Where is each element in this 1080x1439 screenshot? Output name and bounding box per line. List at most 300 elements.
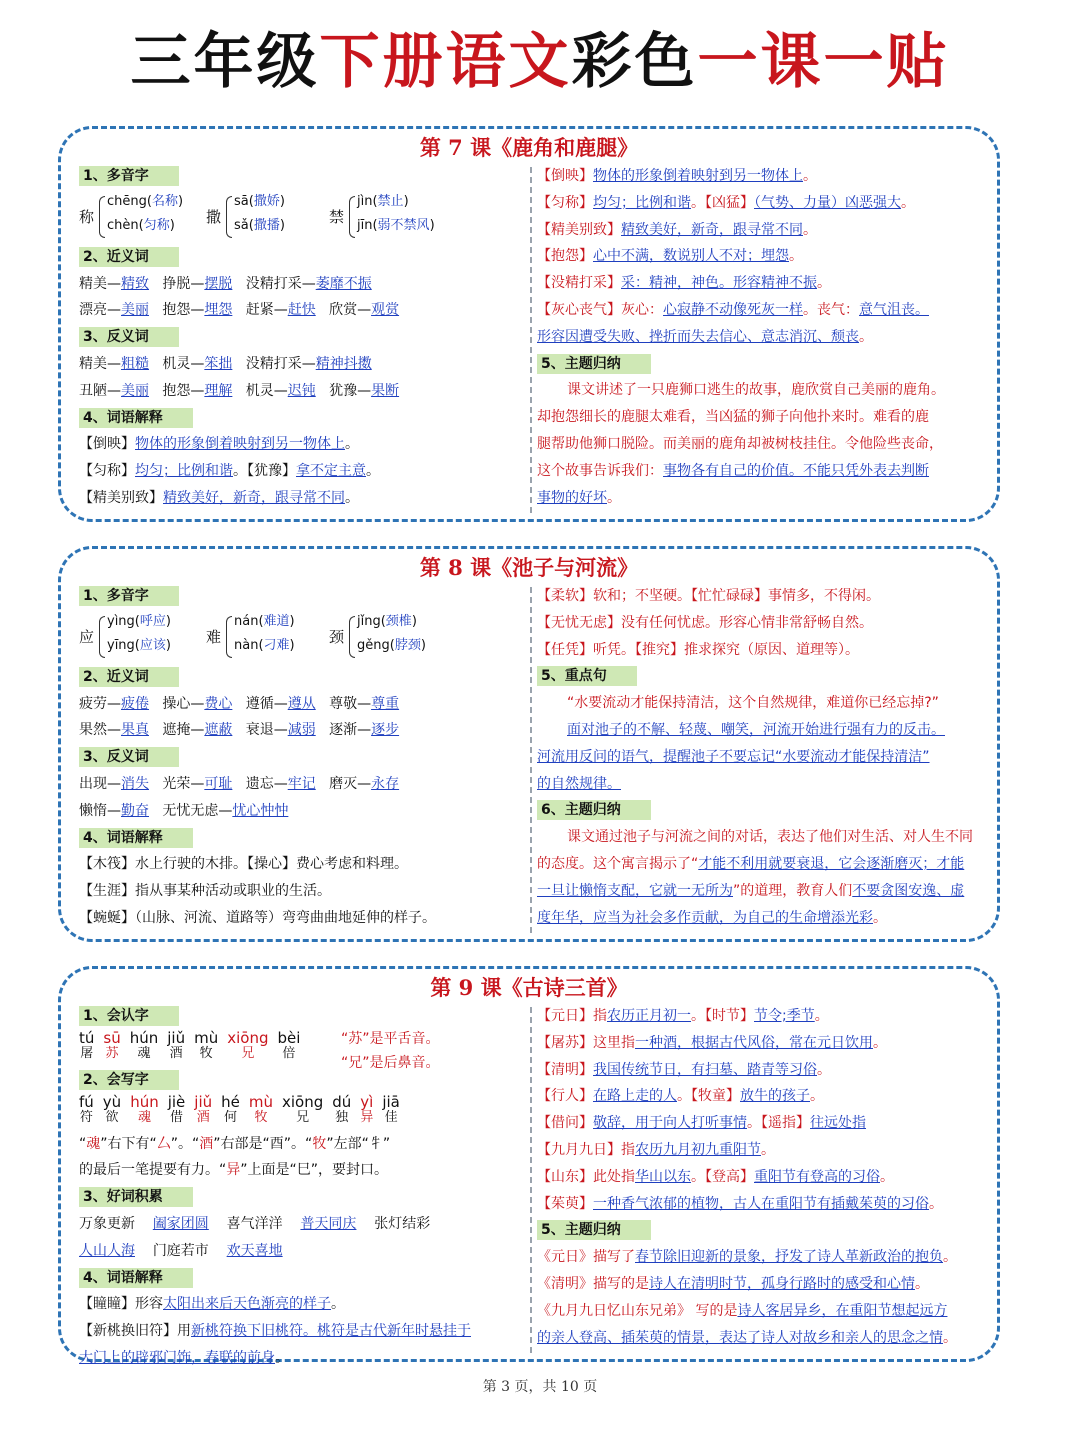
prompt-word: 果然— <box>79 722 121 739</box>
reading: jīn(弱不禁风) <box>357 217 435 233</box>
definition: 华山以东 <box>635 1168 691 1185</box>
definition-line <box>79 431 524 458</box>
theme-text: 课文讲述了一只鹿狮口逃生的故事，鹿欣赏自己美丽的鹿角。 <box>567 382 945 399</box>
antonym-row <box>79 771 524 798</box>
prompt-word: 挣脱— <box>162 275 205 292</box>
definition-line: 【木筏】水上行驶的木排。【操心】费心考虑和料理。 <box>79 856 408 873</box>
definition: 心中不满，数说别人不对；埋怨 <box>593 248 789 265</box>
right-column <box>537 583 981 931</box>
column-divider <box>530 587 532 933</box>
prompt-word: 衰退— <box>245 722 288 739</box>
reading: sā(撒娇) <box>234 193 285 209</box>
term: 。【牧童】 <box>677 1088 740 1105</box>
answer-word: 永存 <box>371 775 400 792</box>
answer-word: 果断 <box>371 382 400 399</box>
hanzi: 何 <box>224 1109 238 1125</box>
answer-word: 埋怨 <box>204 302 233 319</box>
pinyin: yì <box>360 1092 374 1111</box>
synonym-row <box>79 691 524 718</box>
definition: 一种酒，根据古代风俗，常在元日饮用 <box>635 1034 873 1051</box>
definition: （气势、力量）凶恶强大 <box>754 194 901 211</box>
prompt-word: 没精打采— <box>245 355 316 372</box>
section-heading: 4、词语解释 <box>79 408 193 428</box>
pinyin: xiōng <box>227 1028 269 1047</box>
antonym-row <box>79 798 524 825</box>
term: 【九月九日】指 <box>537 1141 635 1158</box>
definition-line <box>537 1030 981 1057</box>
answer-word: 牢记 <box>287 775 316 792</box>
pinyin: jìn <box>357 193 373 209</box>
definition-line <box>79 458 524 485</box>
answer-word: 果真 <box>121 722 149 739</box>
definition-line <box>537 217 981 244</box>
definition: 农历正月初一 <box>607 1008 691 1024</box>
char-cell <box>332 1094 351 1126</box>
section-heading: 1、会认字 <box>79 1006 179 1026</box>
term: 。 <box>345 436 359 453</box>
example-word: 弱不禁风 <box>377 217 430 233</box>
good-words-row: 人山人海 门庭若市 欢天喜地 <box>79 1242 283 1259</box>
answer-word: 勤奋 <box>121 802 149 819</box>
answer-word: 迟钝 <box>287 382 316 399</box>
section-heading: 6、主题归纳 <box>537 800 651 820</box>
definition: 一种香气浓郁的植物，古人在重阳节有插戴茱萸的习俗 <box>593 1195 929 1212</box>
answer-word: 可耻 <box>204 775 233 792</box>
polyphone-char: 禁 <box>329 207 345 226</box>
section-heading: 2、近义词 <box>79 247 179 267</box>
lesson-title: 第 7 课《鹿角和鹿腿》 <box>419 135 639 160</box>
definition: 均匀；比例和谐 <box>135 463 233 480</box>
definition-line <box>537 1110 981 1137</box>
recognize-chars <box>79 1028 524 1071</box>
brace <box>226 196 232 238</box>
answer-word: 美丽 <box>121 382 149 399</box>
char-cell <box>79 1030 94 1062</box>
prompt-word: 抱怨— <box>162 302 205 319</box>
reading: yìng(呼应) <box>107 613 171 629</box>
pinyin: chēng <box>107 193 147 209</box>
char-cell <box>194 1094 212 1126</box>
pinyin: jiè <box>167 1092 186 1111</box>
section-heading: 1、多音字 <box>79 166 179 186</box>
prompt-word: 抱怨— <box>162 382 205 399</box>
reading: jìn(禁止) <box>357 193 409 209</box>
pinyin: bèi <box>277 1028 301 1047</box>
term: 。 <box>880 1168 894 1185</box>
polyphone-char: 撒 <box>206 207 222 226</box>
prompt-word: 遮掩— <box>162 722 205 739</box>
example-word: 撒娇 <box>253 193 280 209</box>
term: 。 <box>814 1008 829 1024</box>
char-cell <box>130 1030 159 1062</box>
prompt-word: 遵循— <box>245 695 288 712</box>
prompt-word: 机灵— <box>245 382 288 399</box>
term: 【匀称】 <box>537 194 593 211</box>
definition-line <box>537 324 981 351</box>
hanzi: 牧 <box>199 1045 213 1061</box>
definition: 拿不定主意 <box>296 463 366 480</box>
prompt-word: 精美— <box>79 275 121 292</box>
lesson-title: 第 8 课《池子与河流》 <box>419 555 639 580</box>
hanzi: 独 <box>335 1109 349 1125</box>
answer-word: 赶快 <box>287 302 316 319</box>
pinyin: yīng <box>107 637 135 653</box>
answer-word: 观赏 <box>371 302 400 319</box>
answer-word: 美丽 <box>121 302 149 319</box>
definition: 物体的形象倒着映射到另一物体上 <box>593 168 803 184</box>
term: 【倒映】 <box>537 168 593 184</box>
term: 。 <box>817 1061 831 1078</box>
term: 。 <box>789 248 803 265</box>
term: 。【犹豫】 <box>233 463 296 480</box>
reading: gěng(脖颈) <box>357 637 426 653</box>
definition: 重阳节有登高的习俗 <box>754 1168 880 1185</box>
note: “苏”是平舌音。 <box>341 1030 440 1047</box>
lesson-9-card <box>58 966 1000 1366</box>
synonym-row <box>79 271 524 298</box>
definition-line <box>537 190 981 217</box>
prompt-word: 逐渐— <box>329 722 372 739</box>
polyphone-char: 颈 <box>329 627 345 646</box>
pinyin: hé <box>221 1092 240 1111</box>
term: 【匀称】 <box>79 463 135 480</box>
term: 【山东】此处指 <box>537 1168 635 1185</box>
hanzi: 魂 <box>137 1109 151 1125</box>
pinyin: hún <box>130 1092 159 1111</box>
pinyin: sǎ <box>234 217 249 233</box>
pinyin: jǐng <box>357 613 381 629</box>
prompt-word: 精美— <box>79 355 121 372</box>
char-cell <box>167 1030 185 1062</box>
definition: 农历九月初九重阳节 <box>635 1141 761 1158</box>
section-heading: 4、词语解释 <box>79 1268 193 1288</box>
hanzi: 倍 <box>282 1045 296 1061</box>
definition-line <box>537 1057 981 1084</box>
term: 【屠苏】这里指 <box>537 1034 635 1051</box>
section-heading: 5、主题归纳 <box>537 1220 651 1240</box>
theme-text: 的亲人登高、插茱萸的情景，表达了诗人对故乡和亲人的思念之情。 <box>537 1329 957 1346</box>
pinyin: fú <box>79 1092 94 1111</box>
theme-text: 一旦让懒惰支配，它就一无所为”的道理，教育人们不要贪图安逸、虚 <box>537 882 965 899</box>
answer-word: 精致 <box>121 275 149 292</box>
column-divider <box>530 1007 532 1353</box>
answer-word: 费心 <box>204 695 233 712</box>
reading: jǐng(颈椎) <box>357 613 417 629</box>
brace <box>349 196 355 238</box>
theme-text: 度年华，应当为社会多作贡献，为自己的生命增添光彩。 <box>537 909 887 926</box>
definition-line <box>537 163 981 190</box>
antonym-row <box>79 378 524 405</box>
pinyin: jīn <box>357 217 373 233</box>
char-cell <box>168 1094 186 1126</box>
theme-text: 事物的好坏。 <box>537 489 621 506</box>
prompt-word: 出现— <box>79 775 121 792</box>
term: 【灰心丧气】灰心： <box>537 301 663 318</box>
polyphone-group <box>79 610 524 664</box>
key-sentence: “水要流动才能保持清洁，这个自然规律，难道你已经忘掉?” <box>567 695 939 712</box>
pinyin: sū <box>103 1028 121 1047</box>
definition-line: 【生涯】指从事某种活动或职业的生活。 <box>79 883 331 900</box>
key-sentence: 面对池子的不解、轻蔑、嘲笑，河流开始进行强有力的反击。 <box>567 721 945 738</box>
pinyin: mù <box>248 1092 274 1111</box>
answer-word: 尊重 <box>371 695 400 712</box>
lesson-8-card <box>58 546 1000 942</box>
definition-line: 【任凭】听凭。【推究】推求探究（原因、道理等）。 <box>537 641 859 658</box>
prompt-word: 尊敬— <box>329 695 372 712</box>
reading: nán(难道) <box>234 613 295 629</box>
key-sentence: 河流用反问的语气，提醒池子不要忘记“水要流动才能保持清洁” <box>537 748 930 765</box>
term: 。【时节】 <box>691 1008 754 1024</box>
pinyin: chèn <box>107 217 139 233</box>
answer-word: 忧心忡忡 <box>232 802 289 819</box>
definition: 敬辞，用于向人打听事情 <box>593 1115 747 1132</box>
term: 。【凶猛】 <box>691 194 754 211</box>
term: 。【登高】 <box>691 1168 754 1185</box>
example-word: 呼应 <box>139 613 166 629</box>
example-word: 禁止 <box>377 193 404 209</box>
section-heading: 5、重点句 <box>537 666 637 686</box>
term: 【倒映】 <box>79 436 135 453</box>
hanzi: 魂 <box>137 1045 151 1061</box>
definition-line <box>537 1083 981 1110</box>
definition-line <box>537 297 981 324</box>
term: 【茱萸】 <box>537 1195 593 1212</box>
term: 。【遥指】 <box>747 1115 810 1132</box>
term: 【借问】 <box>537 1115 593 1132</box>
char-cell <box>130 1094 159 1126</box>
example-word: 应该 <box>139 637 166 653</box>
reading: chèn(匀称) <box>107 217 175 233</box>
pinyin: gěng <box>357 637 390 653</box>
answer-word: 减弱 <box>287 722 316 739</box>
good-words-row: 万象更新 阖家团圆 喜气洋洋 普天同庆 张灯结彩 <box>79 1215 431 1232</box>
prompt-word: 疲劳— <box>79 695 121 712</box>
prompt-word: 赶紧— <box>245 302 288 319</box>
term: 。丧气： <box>803 301 859 318</box>
char-cell <box>360 1094 373 1126</box>
definition: 心寂静不动像死灰一样 <box>663 301 803 318</box>
antonym-row <box>79 351 524 378</box>
definition: 在路上走的人 <box>593 1088 677 1105</box>
answer-word: 逐步 <box>371 722 400 739</box>
char-cell <box>103 1094 121 1126</box>
prompt-word: 漂亮— <box>79 302 121 319</box>
term: 【抱怨】 <box>537 248 593 265</box>
term: 【没精打采】 <box>537 275 621 292</box>
page-footer: 第 3 页，共 10 页 <box>482 1379 598 1395</box>
answer-word: 遵从 <box>287 695 316 712</box>
write-note: “魂”右下有“厶”。“酒”右部是“酉”。“牧”左部“牜” <box>79 1135 391 1152</box>
answer-word: 精神抖擞 <box>315 355 372 372</box>
brace <box>226 616 232 658</box>
reading: yīng(应该) <box>107 637 171 653</box>
term: 。 <box>859 328 873 345</box>
example-word: 脖颈 <box>394 637 421 653</box>
example-word: 颈椎 <box>385 613 412 629</box>
prompt-word: 没精打采— <box>245 275 316 292</box>
example-word: 难道 <box>263 613 290 629</box>
term: 。 <box>901 194 915 211</box>
answer-word: 消失 <box>121 775 149 792</box>
example-word: 撒播 <box>253 217 280 233</box>
lesson-title: 第 9 课《古诗三首》 <box>430 975 628 1000</box>
char-cell <box>194 1030 218 1062</box>
answer-word: 疲倦 <box>121 695 149 712</box>
section-heading: 3、反义词 <box>79 327 179 347</box>
pinyin: dú <box>332 1092 352 1111</box>
definition-line: 【无忧无虑】没有任何忧虑。形容心情非常舒畅自然。 <box>537 614 873 631</box>
definition: 精致美好，新奇，跟寻常不同 <box>621 221 803 238</box>
definition-line <box>537 1003 981 1030</box>
theme-text: 的态度。这个寓言揭示了“才能不利用就要衰退，它会逐渐磨灭；才能 <box>537 855 965 872</box>
prompt-word: 操心— <box>162 695 205 712</box>
left-column <box>79 163 524 512</box>
section-heading: 2、近义词 <box>79 667 179 687</box>
definition-line <box>537 270 981 297</box>
term: 【行人】 <box>537 1088 593 1105</box>
prompt-word: 欣赏— <box>329 302 372 319</box>
synonym-row <box>79 297 524 324</box>
key-sentence: 的自然规律。 <box>537 775 621 792</box>
answer-word: 萎靡不振 <box>315 275 372 292</box>
definition-line <box>537 1164 981 1191</box>
definition-line: 【柔软】软和；不坚硬。【忙忙碌碌】事情多，不得闲。 <box>537 588 880 604</box>
definition-line <box>537 1191 981 1218</box>
definition-line: 【瞳瞳】形容太阳出来后天色渐亮的样子。 <box>79 1296 345 1313</box>
theme-text: 《元日》描写了春节除旧迎新的景象，抒发了诗人革新政治的抱负。 <box>537 1249 957 1266</box>
term: 【精美别致】 <box>537 221 621 238</box>
term: 。 <box>803 221 817 238</box>
write-note: 的最后一笔提要有力。“异”上面是“巳”，要封口。 <box>79 1162 389 1179</box>
brace <box>99 196 105 238</box>
answer-word: 笨拙 <box>204 355 233 372</box>
section-heading: 5、主题归纳 <box>537 354 651 374</box>
pinyin: tú <box>79 1028 95 1047</box>
pinyin: sā <box>234 193 249 209</box>
polyphone-char: 难 <box>206 627 222 646</box>
hanzi: 酒 <box>169 1045 183 1061</box>
definition: 采：精神，神色。形容精神不振 <box>621 275 817 292</box>
theme-text: 这个故事告诉我们：事物各有自己的价值。不能只凭外表去判断 <box>537 462 929 479</box>
hanzi: 兄 <box>296 1109 310 1125</box>
example-word: 刁难 <box>263 637 290 653</box>
hanzi: 佳 <box>384 1109 398 1125</box>
pinyin: hún <box>129 1028 159 1047</box>
write-list <box>79 1094 524 1131</box>
synonym-row <box>79 717 524 744</box>
answer-word: 理解 <box>204 382 233 399</box>
char-cell <box>227 1030 268 1062</box>
definition-line <box>537 1137 981 1164</box>
polyphone-group <box>79 190 524 244</box>
pinyin: jiā <box>382 1092 400 1111</box>
term: 。 <box>345 489 359 506</box>
definition: 往远处指 <box>810 1115 866 1132</box>
prompt-word: 犹豫— <box>329 382 372 399</box>
definition-line <box>537 243 981 270</box>
section-heading: 2、会写字 <box>79 1070 179 1090</box>
definition: 精致美好，新奇，跟寻常不同 <box>163 489 345 506</box>
hanzi: 异 <box>360 1109 374 1125</box>
pinyin: yìng <box>107 613 135 629</box>
hanzi: 兄 <box>241 1045 255 1061</box>
right-column <box>537 1003 981 1351</box>
section-heading: 4、词语解释 <box>79 828 193 848</box>
left-column <box>79 583 524 932</box>
column-divider <box>530 167 532 513</box>
section-heading: 3、好词积累 <box>79 1187 193 1207</box>
theme-text: 腿帮助他狮口脱险。而美丽的鹿角却被树枝挂住。令他险些丧命， <box>537 435 943 452</box>
char-cell <box>79 1094 94 1126</box>
term: 。 <box>366 463 380 480</box>
brace <box>99 616 105 658</box>
term: 。 <box>803 168 817 184</box>
term: 。 <box>817 275 831 292</box>
char-cell <box>382 1094 400 1126</box>
hanzi: 苏 <box>105 1045 119 1061</box>
prompt-word: 磨灭— <box>329 775 372 792</box>
term: 【精美别致】 <box>79 489 163 506</box>
hanzi: 酒 <box>196 1109 210 1125</box>
definition: 我国传统节日，有扫墓、踏青等习俗 <box>593 1061 817 1078</box>
definition: 意气沮丧。 <box>859 301 929 318</box>
pinyin: jiǔ <box>194 1092 213 1111</box>
recognize-list <box>79 1030 524 1066</box>
term: 。 <box>761 1141 775 1158</box>
hanzi: 牧 <box>254 1109 268 1125</box>
term: 【元日】指 <box>537 1008 607 1024</box>
definition: 物体的形象倒着映射到另一物体上 <box>135 436 345 453</box>
section-heading: 1、多音字 <box>79 586 179 606</box>
definition-line: 【蜿蜒】（山脉、河流、道路等）弯弯曲曲地延伸的样子。 <box>79 909 436 926</box>
definition: 形容因遭受失败、挫折而失去信心、意志消沉、颓丧 <box>537 328 859 345</box>
prompt-word: 遗忘— <box>245 775 288 792</box>
definition-line: 大门上的辟邪门饰，春联的前身。 <box>79 1349 289 1366</box>
definition-line: 【新桃换旧符】用新桃符换下旧桃符。桃符是古代新年时悬挂于 <box>79 1323 471 1340</box>
theme-text: 《九月九日忆山东兄弟》 写的是诗人客居异乡，在重阳节想起远方 <box>537 1302 948 1319</box>
prompt-word: 光荣— <box>162 775 205 792</box>
pinyin: nán <box>234 613 259 629</box>
prompt-word: 懒惰— <box>79 802 121 819</box>
definition: 均匀；比例和谐 <box>593 194 691 211</box>
page-title: 三年级下册语文彩色一课一贴 <box>130 27 950 97</box>
theme-text: 课文通过池子与河流之间的对话，表达了他们对生活、对人生不同 <box>567 829 973 846</box>
prompt-word: 无忧无虑— <box>162 802 233 819</box>
lesson-7-card <box>58 126 1000 522</box>
term: 。 <box>810 1088 824 1105</box>
char-cell <box>249 1094 273 1126</box>
term: 【清明】 <box>537 1061 593 1078</box>
pinyin: nàn <box>234 637 259 653</box>
reading: nàn(刁难) <box>234 637 295 653</box>
hanzi: 借 <box>170 1109 184 1125</box>
prompt-word: 丑陋— <box>79 382 121 399</box>
char-cell <box>221 1094 240 1126</box>
pinyin: mù <box>194 1028 219 1047</box>
char-cell <box>282 1094 323 1126</box>
theme-text: 《清明》描写的是诗人在清明时节，孤身行路时的感受和心情。 <box>537 1275 929 1292</box>
answer-word: 粗糙 <box>121 355 149 372</box>
char-cell <box>103 1030 120 1062</box>
left-column <box>79 1003 524 1372</box>
example-word: 名称 <box>151 193 178 209</box>
brace <box>349 616 355 658</box>
hanzi: 欲 <box>105 1109 119 1125</box>
note: “兄”是后鼻音。 <box>341 1054 440 1071</box>
polyphone-char: 称 <box>79 207 95 226</box>
reading: sǎ(撒播) <box>234 217 285 233</box>
pinyin: xiōng <box>282 1092 324 1111</box>
